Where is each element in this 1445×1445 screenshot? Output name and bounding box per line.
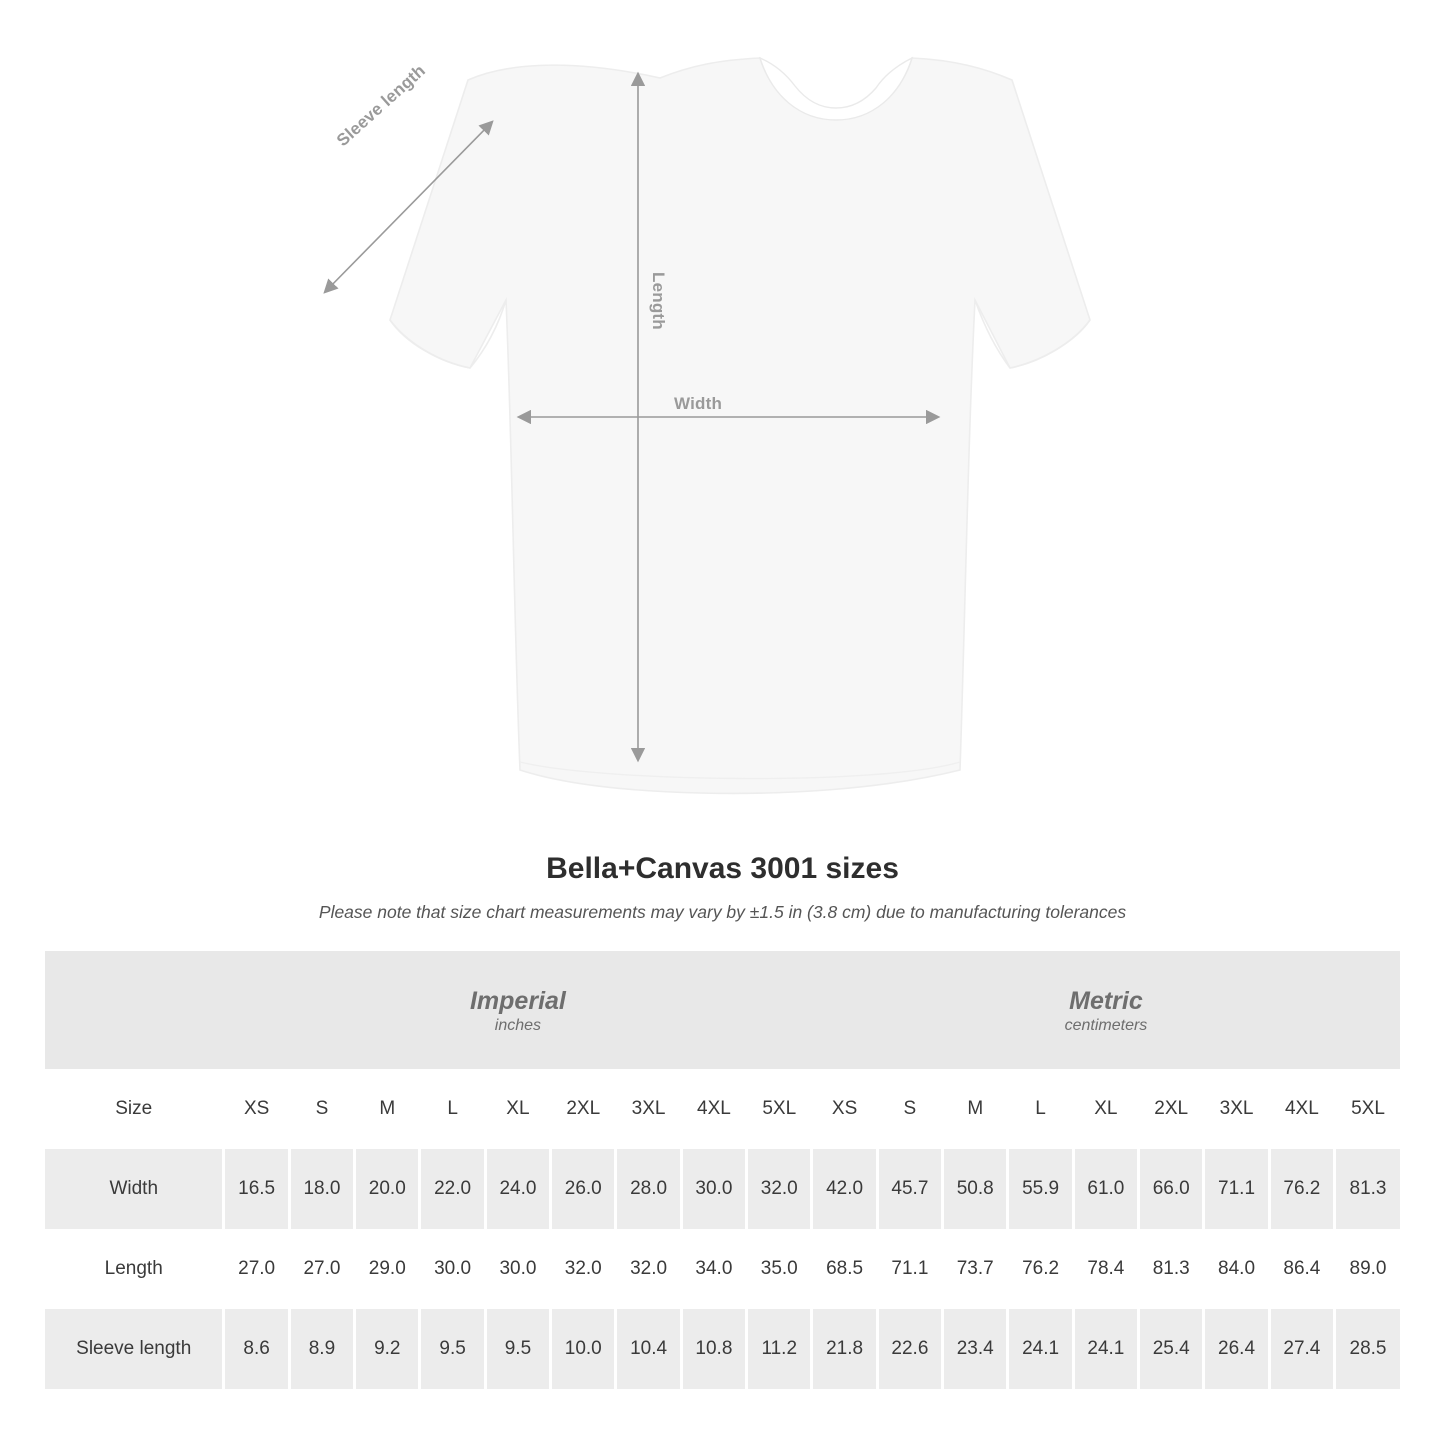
measurement-cell: 26.0 [551,1149,616,1229]
unit-group-subtitle: inches [494,1017,542,1035]
measurement-row-label: Sleeve length [45,1309,224,1389]
measurement-cell: 61.0 [1073,1149,1138,1229]
size-header-row [45,1069,1400,1149]
size-row-label: Size [45,1069,224,1149]
measurement-cell: 32.0 [551,1229,616,1309]
measurement-cell: 27.0 [224,1229,289,1309]
measurement-cell: 32.0 [616,1229,681,1309]
size-column-header: XS [224,1069,289,1149]
measurement-cell: 30.0 [681,1149,746,1229]
unit-group-header-metric [812,951,1400,1069]
measurement-cell: 11.2 [747,1309,812,1389]
measurement-cell: 27.0 [289,1229,354,1309]
tolerance-note: Please note that size chart measurements may vary by ±1.5 in (3.8 cm) due to manufacturing tolerances [318,902,1127,922]
size-column-header: 5XL [747,1069,812,1149]
measurement-cell: 8.6 [224,1309,289,1389]
size-column-header: 3XL [1204,1069,1269,1149]
page-title: Bella+Canvas 3001 sizes [546,852,899,885]
size-column-header: 2XL [551,1069,616,1149]
measurement-cell: 24.0 [485,1149,550,1229]
sleeve-length-label: Sleeve length [333,60,430,151]
width-label: Width [674,394,723,413]
size-column-header: 5XL [1335,1069,1400,1149]
measurement-cell: 30.0 [485,1229,550,1309]
measurement-row-label: Width [45,1149,224,1229]
measurement-cell: 10.4 [616,1309,681,1389]
measurement-cell: 23.4 [943,1309,1008,1389]
length-label: Length [649,272,668,330]
measurement-cell: 66.0 [1139,1149,1204,1229]
size-chart-table-container [45,951,1400,1389]
size-column-header: XL [1073,1069,1138,1149]
size-column-header: S [877,1069,942,1149]
tshirt-shape [390,58,1090,793]
size-chart-table [45,951,1400,1389]
unit-group-name: Imperial [469,986,566,1015]
measurement-cell: 28.5 [1335,1309,1400,1389]
measurement-cell: 28.0 [616,1149,681,1229]
measurement-cell: 32.0 [747,1149,812,1229]
measurement-cell: 81.3 [1139,1229,1204,1309]
size-column-header: XL [485,1069,550,1149]
measurement-cell: 22.0 [420,1149,485,1229]
measurement-cell: 71.1 [1204,1149,1269,1229]
measurement-cell: 84.0 [1204,1229,1269,1309]
size-column-header: M [355,1069,420,1149]
measurement-cell: 35.0 [747,1229,812,1309]
measurement-cell: 27.4 [1269,1309,1334,1389]
measurement-cell: 10.8 [681,1309,746,1389]
size-column-header: XS [812,1069,877,1149]
measurement-cell: 34.0 [681,1229,746,1309]
measurement-cell: 30.0 [420,1229,485,1309]
measurement-cell: 76.2 [1008,1229,1073,1309]
measurement-cell: 81.3 [1335,1149,1400,1229]
size-column-header: M [943,1069,1008,1149]
measurement-cell: 26.4 [1204,1309,1269,1389]
measurement-cell: 55.9 [1008,1149,1073,1229]
size-column-header: L [420,1069,485,1149]
table-row [45,1149,1400,1229]
measurement-cell: 22.6 [877,1309,942,1389]
measurement-cell: 73.7 [943,1229,1008,1309]
measurement-cell: 29.0 [355,1229,420,1309]
measurement-cell: 89.0 [1335,1229,1400,1309]
measurement-cell: 76.2 [1269,1149,1334,1229]
measurement-cell: 24.1 [1073,1309,1138,1389]
unit-group-header-imperial [224,951,812,1069]
measurement-cell: 25.4 [1139,1309,1204,1389]
measurement-cell: 16.5 [224,1149,289,1229]
measurement-cell: 42.0 [812,1149,877,1229]
size-column-header: L [1008,1069,1073,1149]
measurement-cell: 45.7 [877,1149,942,1229]
unit-header-row [45,951,1400,1069]
size-column-header: 2XL [1139,1069,1204,1149]
measurement-cell: 71.1 [877,1229,942,1309]
measurement-cell: 8.9 [289,1309,354,1389]
size-column-header: 4XL [1269,1069,1334,1149]
measurement-cell: 9.5 [420,1309,485,1389]
measurement-cell: 50.8 [943,1149,1008,1229]
table-corner-cell [45,951,224,1069]
size-column-header: S [289,1069,354,1149]
measurement-cell: 9.5 [485,1309,550,1389]
size-column-header: 4XL [681,1069,746,1149]
unit-group-name: Metric [1069,986,1143,1015]
measurement-cell: 18.0 [289,1149,354,1229]
table-row [45,1309,1400,1389]
measurement-row-label: Length [45,1229,224,1309]
measurement-cell: 68.5 [812,1229,877,1309]
title-block [0,852,1445,923]
measurement-cell: 24.1 [1008,1309,1073,1389]
size-column-header: 3XL [616,1069,681,1149]
measurement-cell: 9.2 [355,1309,420,1389]
measurement-cell: 21.8 [812,1309,877,1389]
measurement-cell: 20.0 [355,1149,420,1229]
table-row [45,1229,1400,1309]
measurement-cell: 78.4 [1073,1229,1138,1309]
measurement-cell: 86.4 [1269,1229,1334,1309]
measurement-cell: 10.0 [551,1309,616,1389]
unit-group-subtitle: centimeters [1064,1017,1148,1035]
